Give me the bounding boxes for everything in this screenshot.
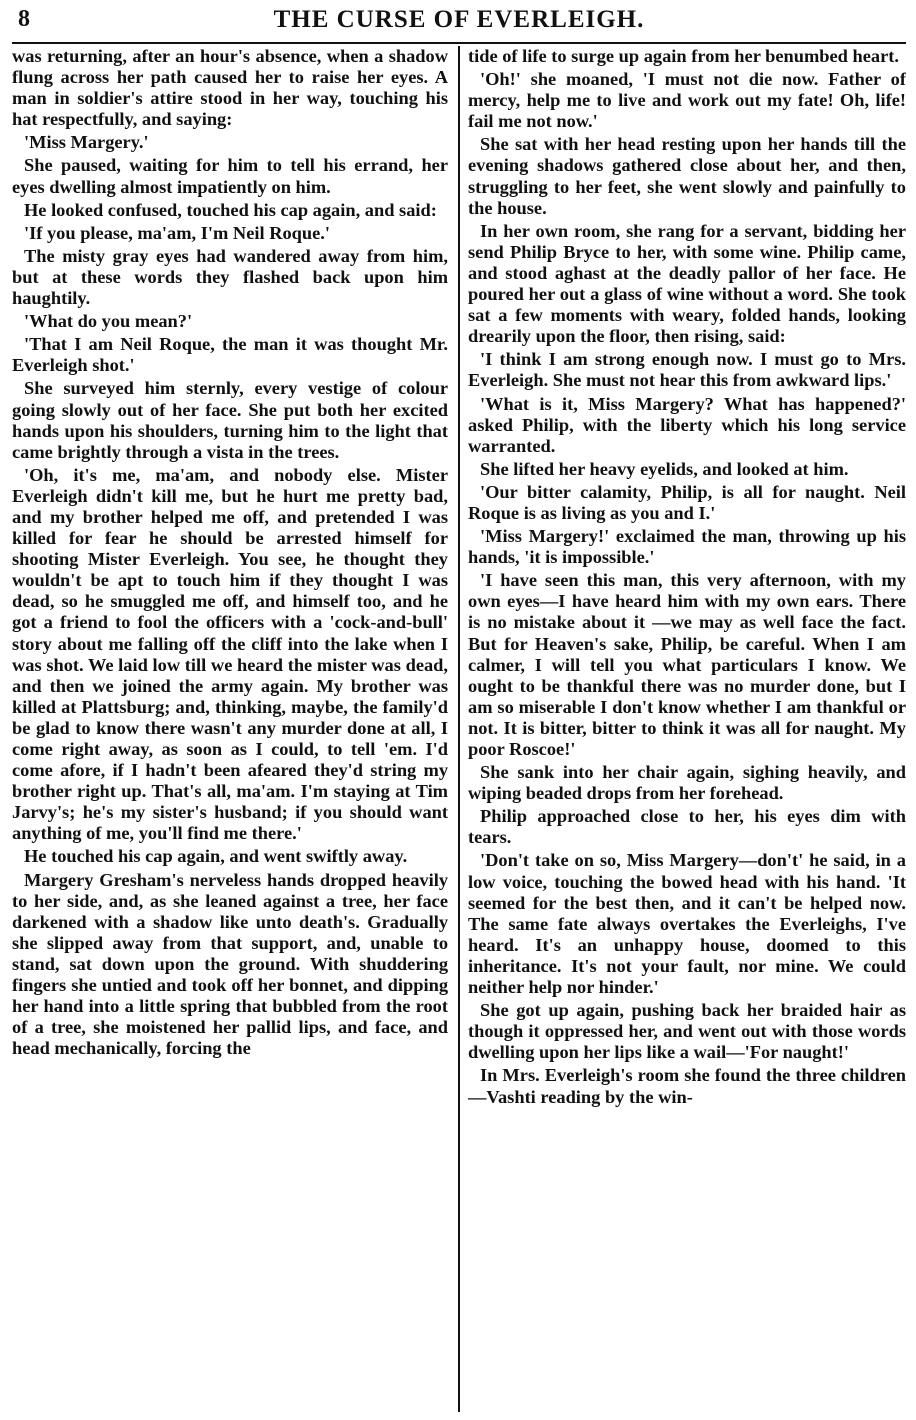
paragraph: She surveyed him sternly, every vestige of colour going slowly out of her face. She put both her excited hands upon his shoulders, turning him to the light that came brightly through a vista in the trees. bbox=[12, 378, 449, 462]
paragraph: She sank into her chair again, sighing heavily, and wiping beaded drops from her forehead. bbox=[468, 762, 906, 804]
paragraph: She lifted her heavy eyelids, and looked at him. bbox=[480, 458, 849, 479]
paragraph: She paused, waiting for him to tell his errand, her eyes dwelling almost impatiently on him. bbox=[12, 155, 449, 197]
column-divider bbox=[458, 46, 460, 1412]
paragraph: 'What do you mean?' bbox=[24, 311, 193, 332]
paragraph: was returning, after an hour's absence, when a shadow flung across her path caused her to raise her eyes. A man in soldier's attire stood in her way, touching his hat respectfully, and saying: bbox=[12, 46, 449, 130]
paragraph: She sat with her head resting upon her hands till the evening shadows gathered close about her, and then, struggling to her feet, she went slowly and painfully to the house. bbox=[468, 134, 906, 218]
right-column bbox=[464, 46, 906, 1412]
text-columns bbox=[12, 46, 906, 1412]
paragraph: In her own room, she rang for a servant, bidding her send Philip Bryce to her, with some wine. Philip came, and stood aghast at the deadly pallor of her face. He poured her out a glass of wine without a word. She took sat a few moments with weary, folded hands, looking drearily upon the floor, then rising, said: bbox=[468, 220, 906, 347]
paragraph: 'Oh!' she moaned, 'I must not die now. Father of mercy, help me to live and work out my fate! Oh, life! fail me not now.' bbox=[468, 69, 906, 132]
paragraph: 'If you please, ma'am, I'm Neil Roque.' bbox=[24, 222, 330, 243]
paragraph: Margery Gresham's nerveless hands dropped heavily to her side, and, as she leaned against a tree, her face darkened with a shadow like unto death's. Gradually she slipped away from that support, and, unable to stand, sat down upon the ground. With shuddering fingers she untied and took off her bonnet, and dipping her hand into a little spring that bubbled from the root of a tree, she moistened her pallid lips, and face, and head mechanically, forcing the bbox=[12, 869, 449, 1059]
paragraph: 'That I am Neil Roque, the man it was thought Mr. Everleigh shot.' bbox=[12, 334, 449, 376]
paragraph: Philip approached close to her, his eyes dim with tears. bbox=[468, 806, 906, 848]
paragraph: 'Miss Margery.' bbox=[24, 132, 149, 153]
paragraph: 'What is it, Miss Margery? What has happened?' asked Philip, with the liberty which his long service warranted. bbox=[468, 393, 906, 456]
paragraph: 'I think I am strong enough now. I must go to Mrs. Everleigh. She must not hear this from awkward lips.' bbox=[468, 349, 906, 391]
paragraph: She got up again, pushing back her braided hair as though it oppressed her, and went out with those words dwelling upon her lips like a wail—'For naught!' bbox=[468, 1000, 906, 1063]
paragraph: 'I have seen this man, this very afternoon, with my own eyes—I have heard him with my own ears. There is no mistake about it —we may as well face the fact. But for Heaven's sake, Philip, be careful. When I am calmer, I will tell you what particulars I know. We ought to be thankful there was no murder done, but I am so miserable I don't know whether I am thankful or not. It is bitter, bitter to think it was all for naught. My poor Roscoe!' bbox=[468, 570, 906, 759]
paragraph: 'Don't take on so, Miss Margery—don't' he said, in a low voice, touching the bowed head with his hand. 'It seemed for the best then, and it can't be helped now. The same fate always overtakes the Everleighs, I've heard. It's an unhappy house, doomed to this inheritance. It's not your fault, nor mine. We could neither help nor hinder.' bbox=[468, 850, 906, 998]
paragraph: 'Our bitter calamity, Philip, is all for naught. Neil Roque is as living as you and I.' bbox=[468, 481, 906, 523]
paragraph: 'Miss Margery!' exclaimed the man, throwing up his hands, 'it is impossible.' bbox=[468, 526, 906, 568]
page-header bbox=[12, 0, 906, 44]
page-number: 8 bbox=[18, 6, 30, 32]
paragraph: 'Oh, it's me, ma'am, and nobody else. Mister Everleigh didn't kill me, but he hurt me pretty bad, and my brother helped me off, and pretended I was killed for fear he should be arrested himself for shooting Mister Everleigh. You see, he thought they wouldn't be apt to touch him if they thought I was dead, so he smuggled me off, and himself too, and he got a friend to fool the officers with a 'cock-and-bull' story about me falling off the cliff into the lake when I was shot. We laid low till we heard the mister was dead, and then we joined the army again. My brother was killed at Plattsburg; and, thinking, maybe, the family'd be glad to know there wasn't any murder done at all, I come right away, as soon as I could, to tell 'em. I'd come afore, if I hadn't been afeared they'd string my brother right up. That's all, ma'am. I'm staying at Tim Jarvy's; he's my sister's husband; if you should want anything of me, you'll find me there.' bbox=[12, 464, 449, 844]
running-title: THE CURSE OF EVERLEIGH. bbox=[273, 6, 645, 33]
paragraph: He looked confused, touched his cap again, and said: bbox=[24, 199, 437, 220]
left-column bbox=[12, 46, 454, 1412]
paragraph: tide of life to surge up again from her benumbed heart. bbox=[468, 46, 899, 66]
paragraph: In Mrs. Everleigh's room she found the three children—Vashti reading by the win- bbox=[468, 1065, 906, 1107]
paragraph: The misty gray eyes had wandered away from him, but at these words they flashed back upon him haughtily. bbox=[12, 245, 449, 309]
paragraph: He touched his cap again, and went swiftly away. bbox=[24, 846, 408, 867]
